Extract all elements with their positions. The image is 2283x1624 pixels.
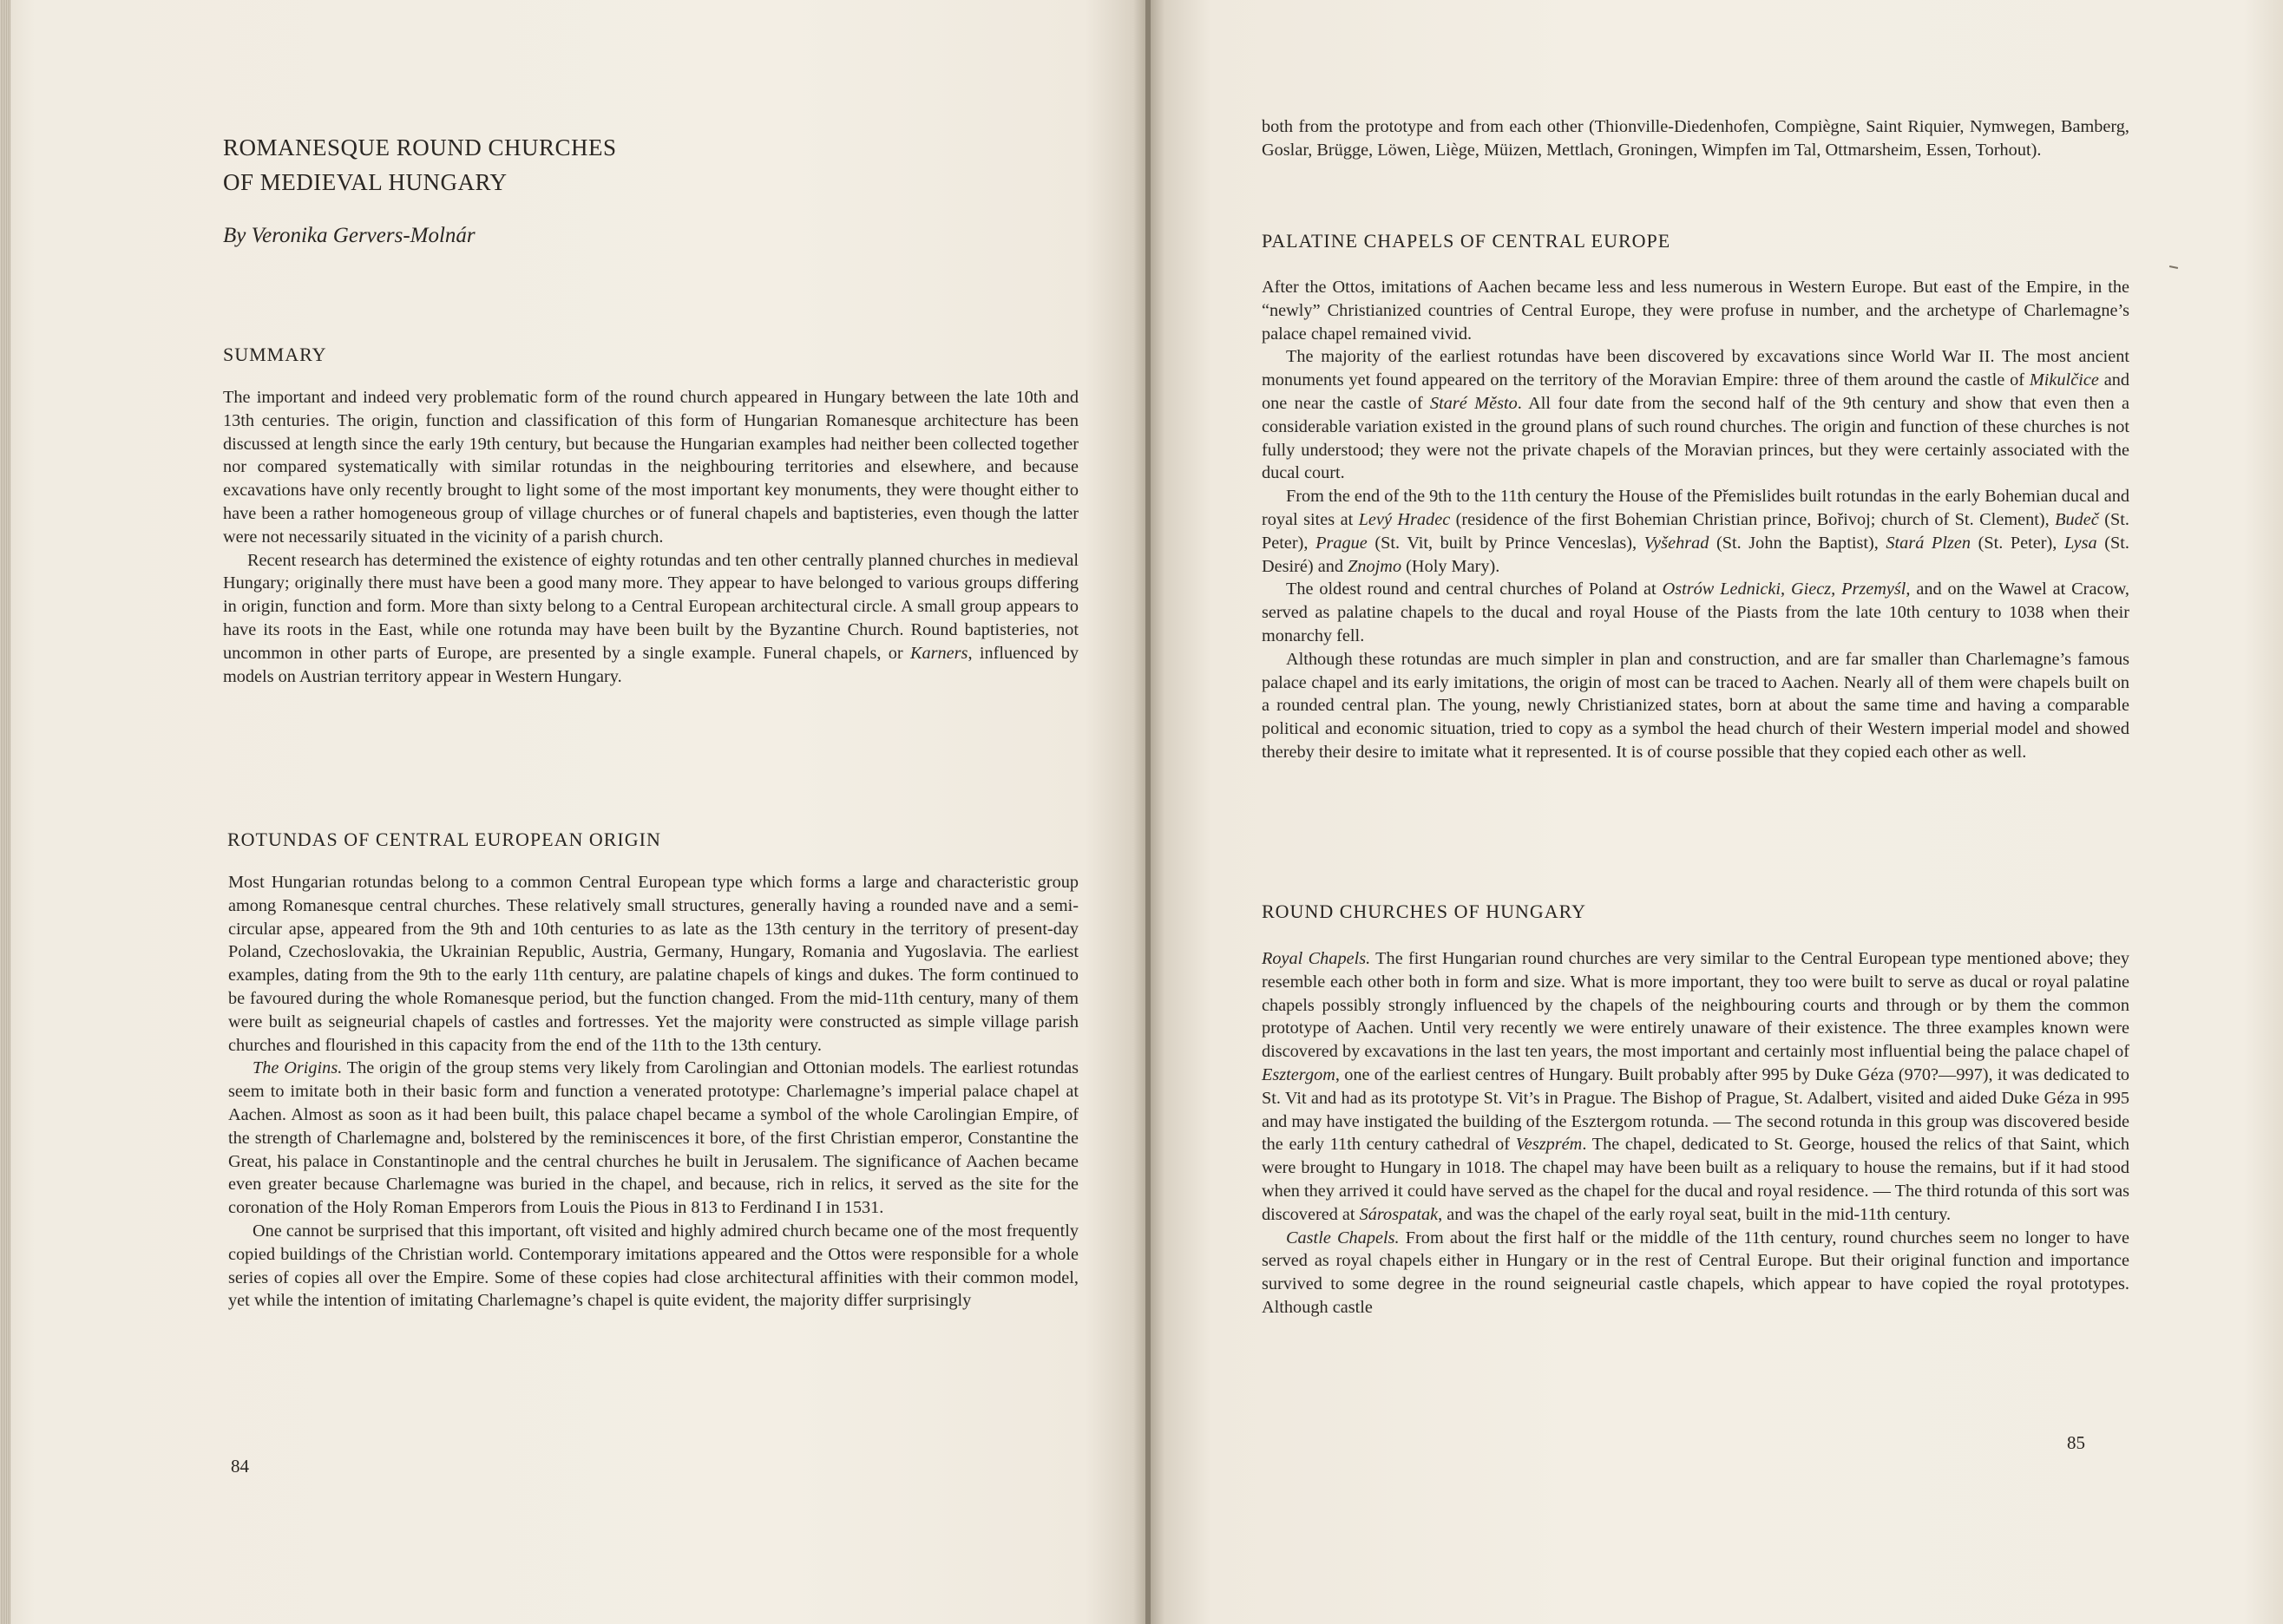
royal-d: , and was the chapel of the early royal seat, built in the mid-11th century.: [1438, 1204, 1952, 1224]
vysehrad-term: Vyšehrad: [1643, 533, 1709, 553]
palatine-p3-b: (residence of the first Bohemian Christian prince, Bořivoj; church of St. Clement),: [1450, 509, 2056, 529]
palatine-p3-f: (St. Peter),: [1971, 533, 2064, 553]
article-title-line-2: OF MEDIEVAL HUNGARY: [223, 169, 508, 195]
rotundas-section: [228, 871, 1079, 1313]
palatine-p2-a: The majority of the earliest rotundas have been discovered by excavations since World War II. The most ancient monuments yet found appeared on the territory of the Moravian Empire: three of them around the castle of: [1262, 347, 2129, 390]
esztergom-term: Esztergom: [1262, 1064, 1335, 1084]
royal-chapels-paragraph: [1262, 947, 2129, 1227]
author-byline: By Veronika Gervers-Molnár: [223, 224, 476, 247]
hungary-heading: ROUND CHURCHES OF HUNGARY: [1262, 900, 1586, 922]
summary-heading: SUMMARY: [223, 344, 327, 365]
lysa-term: Lysa: [2063, 533, 2097, 553]
rotundas-paragraph-3: One cannot be surprised that this important, oft visited and highly admired church became one of the most frequently copied buildings of the Christian world. Contemporary imitations appeared and the Ottos were responsible for a whole series of copies all over the Empire. Some of these copies had close architectural affinities with their common model, yet while the intention of imitating Charlemagne’s chapel is quite evident, the majority differ surprisingly: [228, 1221, 1079, 1311]
origins-lead: The Origins.: [253, 1058, 343, 1078]
palatine-p3-c: (St. Peter),: [1262, 509, 2129, 553]
palatine-p3-g: (St. Desiré) and: [1262, 533, 2129, 576]
rotundas-paragraph-1: Most Hungarian rotundas belong to a common Central European type which forms a large and characteristic group among Romanesque central churches. These relatively small structures, generally having a rounded nave and a semi-circular apse, appeared from the 9th and 10th centuries to as late as the 13th century in the territory of present-day Poland, Czechoslovakia, the Ukrainian Republic, Austria, Germany, Hungary, Romania and Yugoslavia. The earliest examples, dating from the 9th to the early 11th century, are palatine chapels of kings and dukes. The form continued to be favoured during the whole Romanesque period, but the function changed. From the mid-11th century, many of them were built as seigneurial chapels of castles and fortresses. Yet the majority were constructed as simple village parish churches and flourished in this capacity from the end of the 11th to the 13th century.: [228, 873, 1079, 1055]
palatine-p2-c: . All four date from the second half of the 9th century and show that even then a considerable variation existed in the ground plans of such round churches. The origin and function of these churches is not fully understood; they were not the private chapels of the Moravian princes, but they were certainly associated with the ducal court.: [1262, 393, 2129, 483]
stare-mesto-term: Staré Město: [1429, 393, 1518, 413]
palatine-paragraph-1: After the Ottos, imitations of Aachen became less and less numerous in Western Europe. But east of the Empire, in the “newly” Christianized countries of Central Europe, they were profuse in number, and the archetype of Charlemagne’s palace chapel remained vivid.: [1262, 278, 2129, 344]
summary-paragraph-2: [223, 549, 1079, 689]
summary-section: [223, 386, 1079, 688]
hungary-section: [1262, 947, 2129, 1320]
palatine-p3-d: (St. Vit, built by Prince Venceslas),: [1367, 533, 1644, 553]
stara-plzen-term: Stará Plzen: [1886, 533, 1971, 553]
castle-chapels-paragraph: [1262, 1227, 2129, 1320]
prague-term: Prague: [1315, 533, 1368, 553]
summary-paragraph-2-end: , influenced by models on Austrian territory appear in Western Hungary.: [223, 643, 1079, 686]
sarospatak-term: Sárospatak: [1359, 1204, 1439, 1224]
palatine-paragraph-4: [1262, 578, 2129, 647]
palatine-p3-e: (St. John the Baptist),: [1709, 533, 1886, 553]
royal-chapels-lead: Royal Chapels.: [1262, 949, 1371, 968]
karners-term: Karners: [909, 643, 968, 663]
origins-text: The origin of the group stems very likely from Carolingian and Ottonian models. The earliest rotundas seem to imitate both in their basic form and function a venerated prototype: Charlemagne’s imperial palace chapel at Aachen. Almost as soon as it had been built, this palace chapel became a symbol of the whole Carolingian Empire, of the strength of Charlemagne and, bolstered by the reminiscences it bore, of the first Christian emperor, Constantine the Great, his palace in Constantinople and the central churches he built in Jerusalem. The significance of Aachen became even greater because Charlemagne was buried in the chapel, and because, rich in relics, it served as the site for the coronation of the Holy Roman Emperors from Louis the Pious in 813 to Ferdinand I in 1531.: [228, 1058, 1079, 1218]
palatine-p4-a: The oldest round and central churches of Poland at: [1286, 580, 1663, 599]
palatine-paragraph-5: Although these rotundas are much simpler in plan and construction, and are far smaller than Charlemagne’s famous palace chapel and its early imitations, the origin of most can be traced to Aachen. Nearly all of them were chapels built on a rounded central plan. The young, newly Christianized states, born at about the same time and having a comparable political and economic situation, tried to copy as a symbol the head church of their Western imperial model and showed thereby their desire to imitate what it represented. It is of course possible that they copied each other as well.: [1262, 649, 2129, 762]
continuation-paragraph: both from the prototype and from each other (Thionville-Diedenhofen, Compiègne, Saint Riquier, Nymwegen, Bamberg, Goslar, Brügge, Löwen, Liège, Müizen, Mettlach, Groningen, Wimpfen im Tal, Ottmarsheim, Essen, Torhout).: [1262, 117, 2129, 160]
rotundas-heading: ROTUNDAS OF CENTRAL EUROPEAN ORIGIN: [227, 828, 661, 850]
article-title: [223, 130, 617, 200]
page-edges: [0, 0, 10, 1624]
page-number-right: 85: [2067, 1432, 2085, 1453]
origins-paragraph: [228, 1057, 1079, 1220]
znojmo-term: Znojmo: [1348, 556, 1402, 576]
mikulcice-term: Mikulčice: [2029, 370, 2099, 390]
palatine-p4-b: and on the Wawel at Cracow, served as palatine chapels to the ducal and royal House of the Piasts from the late 10th century to 1038 when their monarchy fell.: [1262, 580, 2129, 645]
page-number-left: 84: [231, 1456, 249, 1477]
palatine-heading: PALATINE CHAPELS OF CENTRAL EUROPE: [1262, 230, 1671, 252]
summary-paragraph-1: The important and indeed very problematic form of the round church appeared in Hungary between the late 10th and 13th centuries. The origin, function and classification of this form of Hungarian Romanesque architecture has been discussed at length since the early 19th century, but because the Hungarian examples had neither been collected together nor compared systematically with similar rotundas in the neighbouring territories and elsewhere, and because excavations have only recently brought to light some of the most important key monuments, they were thought either to have been a rather homogeneous group of village churches or of funeral chapels and baptisteries, even though the latter were not necessarily situated in the vicinity of a parish church.: [223, 388, 1079, 547]
castle-chapels-lead: Castle Chapels.: [1286, 1228, 1400, 1247]
royal-b: , one of the earliest centres of Hungary. Built probably after 995 by Duke Géza (970?—997), it was dedicated to St. Vit and had as its prototype St. Vit’s in Prague. The Bishop of Prague, St. Adalbert, visited and aided Duke Géza in 995 and may have instigated the building of the Esztergom rotunda. — The second rotunda in this group was discovered beside the early 11th century cathedral of: [1262, 1064, 2129, 1155]
palatine-p3-a: From the end of the 9th to the 11th century the House of the Přemislides built rotundas in the early Bohemian ducal and royal sites at: [1262, 487, 2129, 529]
summary-paragraph-2-text: Recent research has determined the existence of eighty rotundas and ten other centrally planned churches in medieval Hungary; originally there must have been a good many more. They appear to have belonged to various groups differing in origin, function and form. More than sixty belong to a Central European architectural circle. A small group appears to have its roots in the East, while one rotunda may have been built by the Byzantine Church. Round baptisteries, not uncommon in other parts of Europe, are presented by a single example. Funeral chapels, or: [223, 550, 1079, 663]
continuation-section: [1262, 115, 2129, 162]
levy-hradec-term: Levý Hradec: [1358, 509, 1451, 529]
palatine-section: [1262, 276, 2129, 764]
castle-text: From about the first half or the middle of the 11th century, round churches seem no longer to have served as royal chapels either in Hungary or in the rest of Central Europe. But their original function and importance survived to some degree in the round seigneurial castle chapels, which appear to have copied the royal prototypes. Although castle: [1262, 1228, 2129, 1317]
polish-sites-term: Ostrów Lednicki, Giecz, Przemyśl,: [1662, 580, 1911, 599]
budec-term: Budeč: [2055, 509, 2099, 529]
palatine-p3-h: (Holy Mary).: [1401, 556, 1500, 576]
royal-c: . The chapel, dedicated to St. George, housed the relics of that Saint, which were brought to Hungary in 1018. The chapel may have been built as a reliquary to house the remains, but if it had stood when they arrived it could have served as the chapel for the ducal and royal residence. — The third rotunda of this sort was discovered at: [1262, 1135, 2129, 1224]
right-page: [1151, 0, 2283, 1624]
palatine-paragraph-3: [1262, 485, 2129, 578]
article-title-line-1: ROMANESQUE ROUND CHURCHES: [223, 134, 617, 160]
palatine-p2-b: and one near the castle of: [1262, 370, 2129, 413]
stray-ink-mark: [2169, 265, 2178, 269]
royal-a: The first Hungarian round churches are very similar to the Central European type mentioned above; they resemble each other both in form and size. What is more important, they too were built to serve as ducal or royal palatine chapels possibly strongly influenced by the chapels of the neighbouring courts and through or by them the common prototype of Aachen. Until very recently we were entirely unaware of their existence. The three examples known were discovered by excavations in the last ten years, the most important and certainly most influential being the palace chapel of: [1262, 949, 2129, 1062]
palatine-paragraph-2: [1262, 345, 2129, 485]
veszprem-term: Veszprém: [1515, 1135, 1583, 1155]
